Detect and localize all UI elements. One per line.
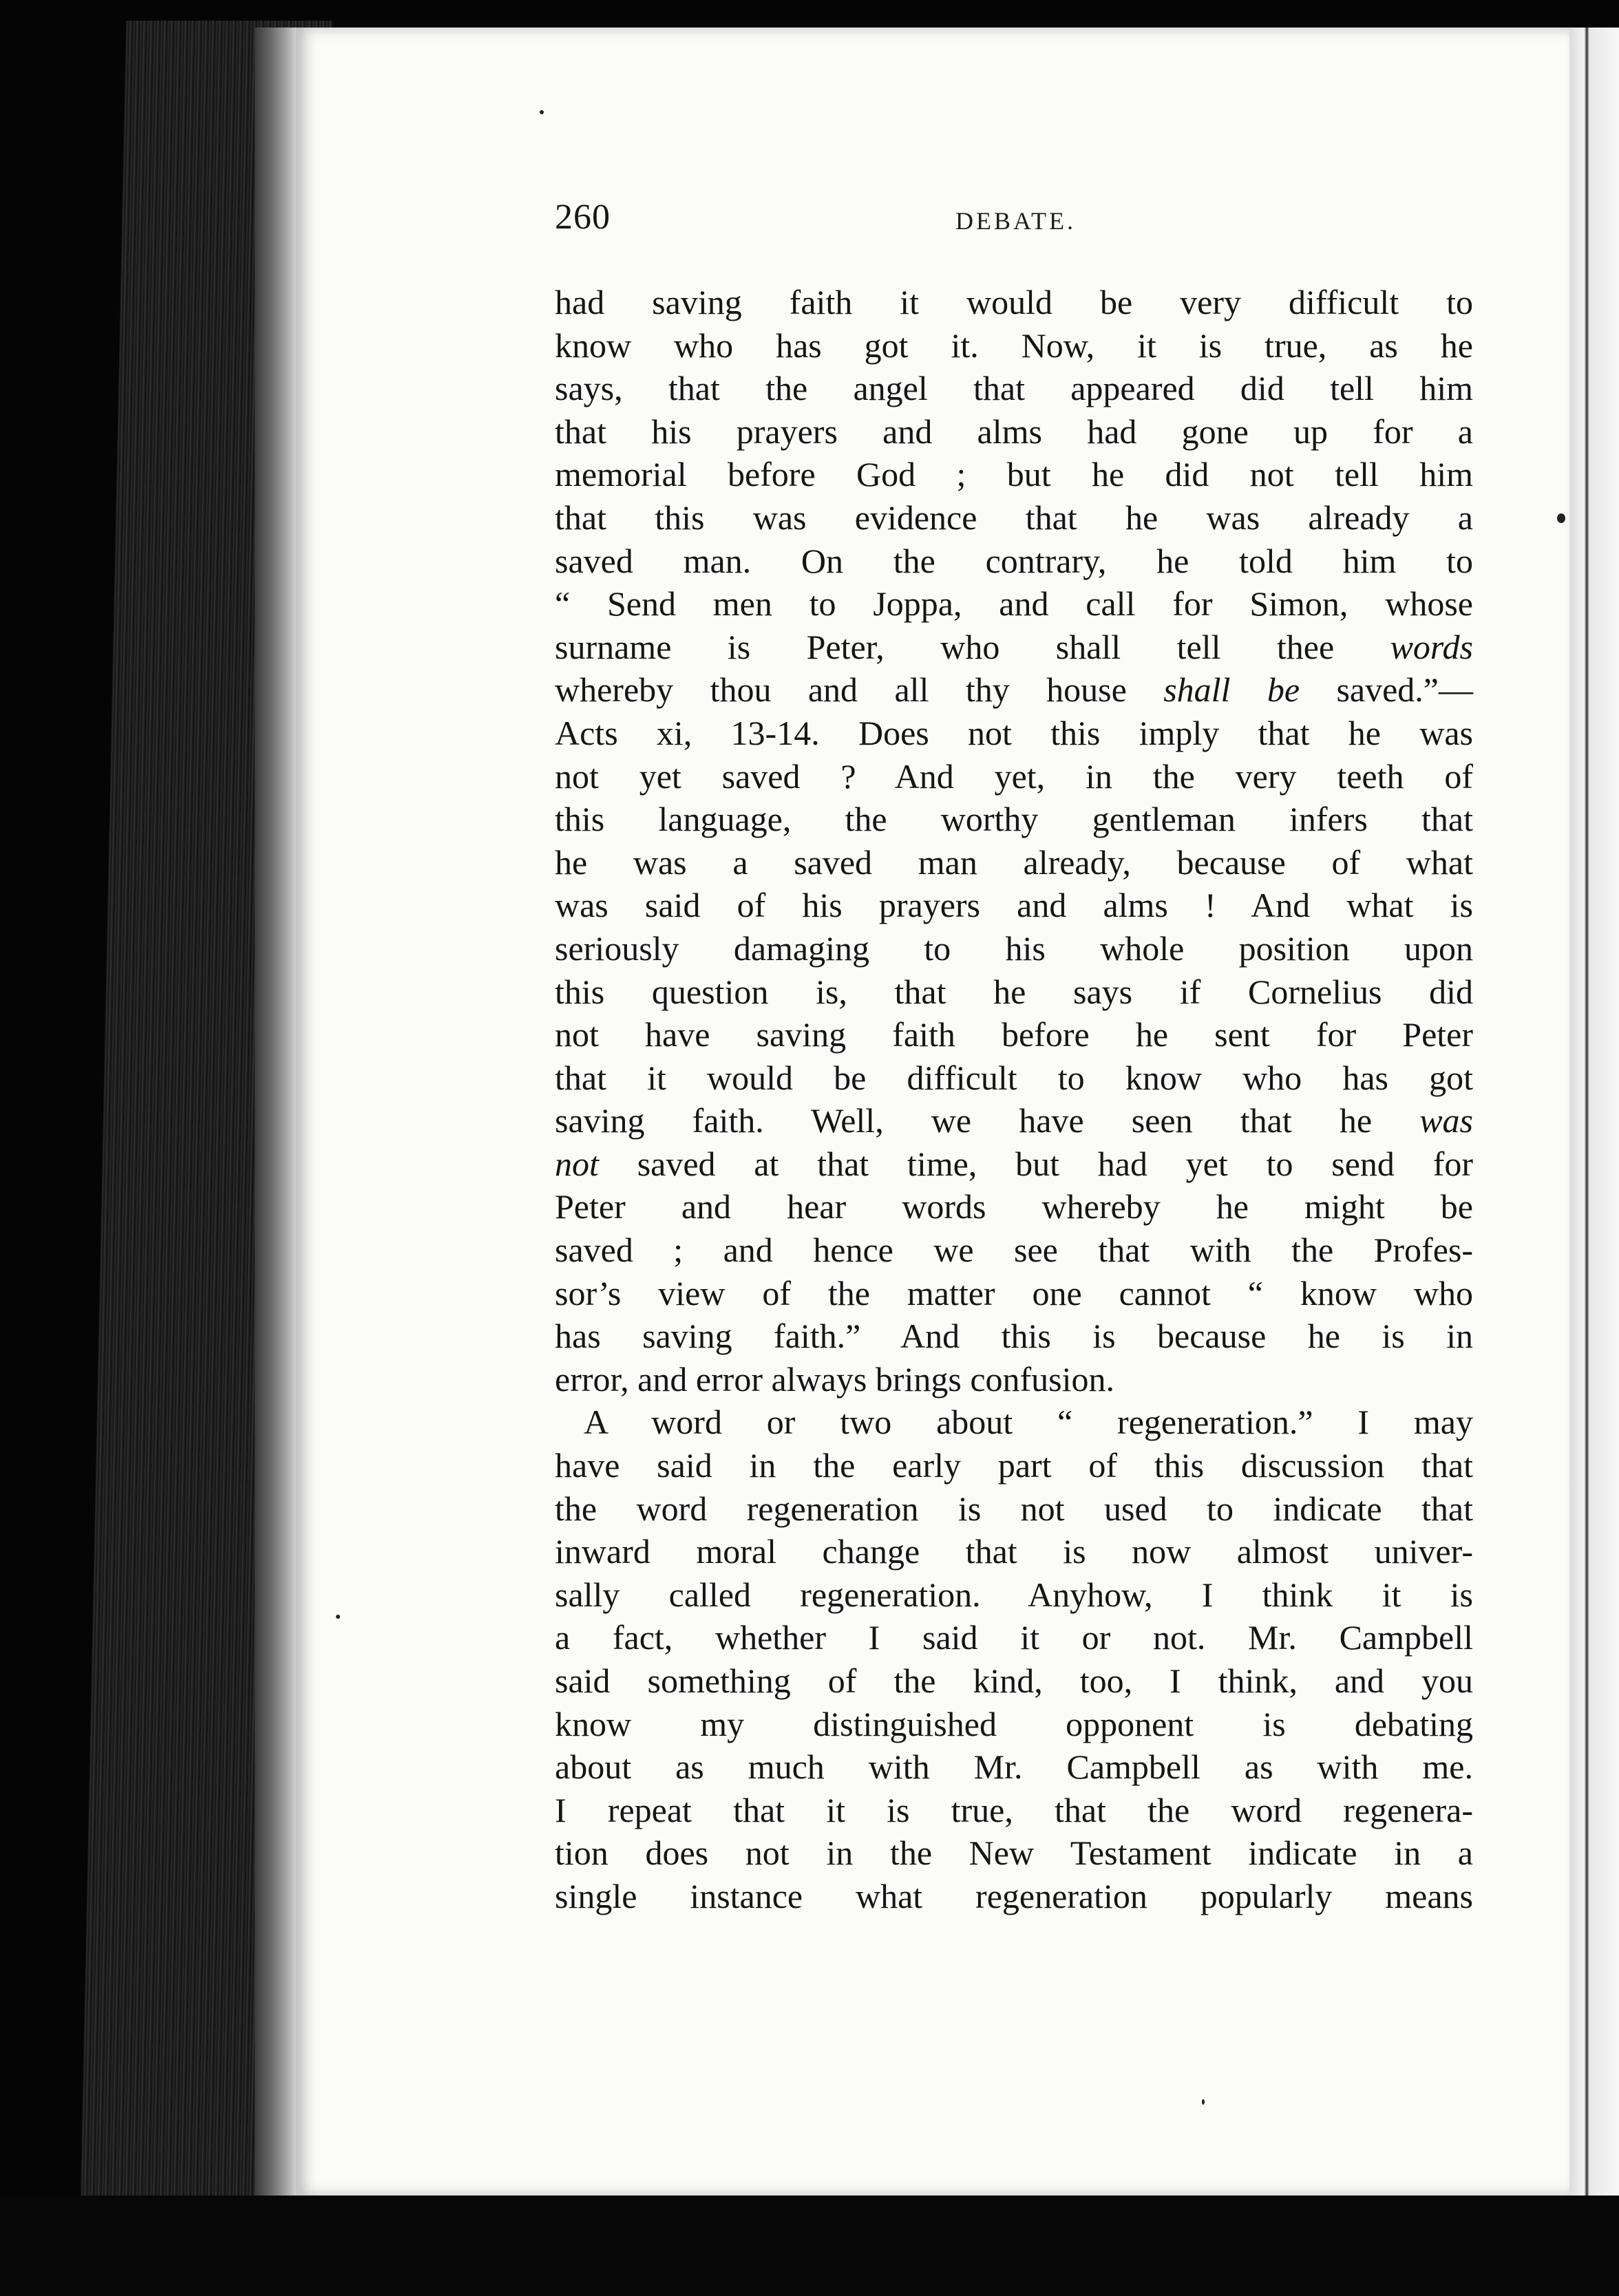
- text-line: know my distinguished opponent is debating: [555, 1704, 1473, 1743]
- text-line: inward moral change that is now almost univer-: [555, 1532, 1473, 1571]
- text-line: that this was evidence that he was already a: [555, 498, 1473, 537]
- paragraph: [555, 281, 1473, 1401]
- text-line: saved ; and hence we see that with the Profes-: [555, 1231, 1473, 1270]
- text-line: was said of his prayers and alms ! And what is: [555, 886, 1473, 925]
- text-line: tion does not in the New Testament indicate in a: [555, 1833, 1473, 1873]
- text-line: has saving faith.” And this is because he is in: [555, 1317, 1473, 1356]
- page-edge-highlight: [255, 28, 296, 2202]
- text-line: saved man. On the contrary, he told him to: [555, 541, 1473, 580]
- text-line: the word regeneration is not used to indicate that: [555, 1489, 1473, 1528]
- text-line: surname is Peter, who shall tell thee words: [555, 627, 1473, 666]
- text-line: says, that the angel that appeared did tell him: [555, 369, 1473, 408]
- next-page-edge: [1569, 28, 1619, 2196]
- text-line: know who has got it. Now, it is true, as he: [555, 326, 1473, 365]
- dust-speck: [336, 1615, 340, 1619]
- text-line: error, and error always brings confusion.: [555, 1359, 1115, 1399]
- text-line: seriously damaging to his whole position upon: [555, 928, 1473, 968]
- dust-speck: [540, 110, 544, 114]
- text-line: this question is, that he says if Cornelius did: [555, 972, 1473, 1011]
- text-line: that his prayers and alms had gone up for a: [555, 412, 1473, 451]
- scan-bottom-border: [0, 2196, 1619, 2296]
- italic-phrase: was: [1419, 1101, 1473, 1140]
- dust-speck: [1202, 2099, 1205, 2105]
- dust-speck: [1557, 513, 1565, 523]
- text-line: not saved at that time, but had yet to send for: [555, 1144, 1473, 1183]
- text-line: single instance what regeneration popularly means: [555, 1876, 1473, 1915]
- running-title: DEBATE.: [955, 207, 1076, 235]
- text-line: not have saving faith before he sent for Peter: [555, 1015, 1473, 1054]
- text-line: Acts xi, 13-14. Does not this imply that he was: [555, 713, 1473, 752]
- paragraph: [555, 1401, 1473, 1917]
- text-line: sor’s view of the matter one cannot “ know who: [555, 1273, 1473, 1312]
- text-line: I repeat that it is true, that the word regenera-: [555, 1790, 1473, 1829]
- italic-phrase: shall be: [1163, 670, 1300, 710]
- italic-phrase: words: [1390, 627, 1473, 666]
- text-line: sally called regeneration. Anyhow, I think it is: [555, 1575, 1473, 1614]
- text-line: saving faith. Well, we have seen that he was: [555, 1101, 1473, 1140]
- text-line: a fact, whether I said it or not. Mr. Campbell: [555, 1618, 1473, 1657]
- text-line: not yet saved ? And yet, in the very teeth of: [555, 756, 1473, 796]
- text-line: had saving faith it would be very difficult to: [555, 283, 1473, 321]
- page-body-text: [555, 281, 1473, 1918]
- text-line: whereby thou and all thy house shall be saved.”—: [555, 670, 1473, 710]
- text-line: A word or two about “ regeneration.” I may: [584, 1403, 1473, 1442]
- page-number: 260: [555, 198, 611, 237]
- text-line: have said in the early part of this discussion that: [555, 1446, 1473, 1485]
- text-line: that it would be difficult to know who has got: [555, 1058, 1473, 1097]
- text-line: he was a saved man already, because of what: [555, 842, 1473, 882]
- text-line: “ Send men to Joppa, and call for Simon, whose: [555, 584, 1473, 624]
- text-line: this language, the worthy gentleman infers that: [555, 800, 1473, 839]
- text-line: Peter and hear words whereby he might be: [555, 1187, 1473, 1226]
- text-line: about as much with Mr. Campbell as with me.: [555, 1747, 1473, 1787]
- text-line: memorial before God ; but he did not tell him: [555, 455, 1473, 494]
- text-line: said something of the kind, too, I think, and you: [555, 1661, 1473, 1700]
- italic-phrase: not: [555, 1144, 599, 1183]
